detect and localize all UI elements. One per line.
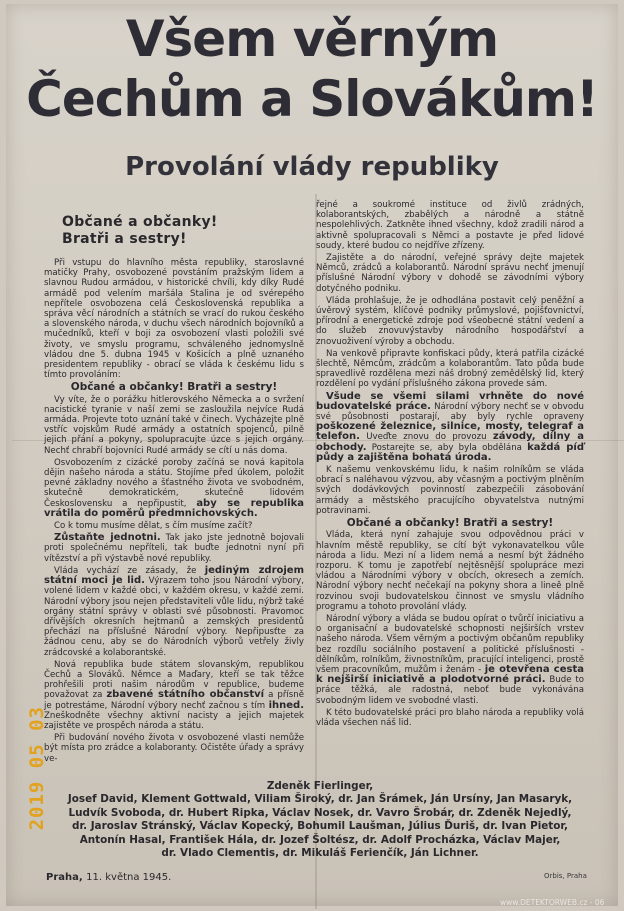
paragraph-text: Bude to práce těžká, ale radostná, neboť bude vykonávána svobodným lidem ve svobodné vlasti. — [316, 675, 584, 706]
paragraph: Vy víte, že o porážku hitlerovského Německa a o svržení nacistické tyranie v naší zemi se zasloužila nejvíce Rudá armáda. Projevte toto uznání také v činech. Vycházejte plně vstříc vojskům Rudé armády a ostatních spojenců, pilně jejich přání a pokyny, spolupracujte úzce s jejich orgány. Nechť chrabří bojovníci Rudé armády se cítí u nás doma. — [44, 394, 304, 456]
signature-line: dr. Vlado Clementis, dr. Mikuláš Ferienčík, Ján Lichner. — [161, 847, 479, 860]
paragraph-text: Tak jako jste jednotně bojovali proti společnému nepříteli, tak buďte jednotni nyní při vítězství a při výstavbě nové republiky. — [44, 533, 304, 564]
paragraph-text: Postarejte se, aby byla obdělána — [371, 442, 522, 453]
paragraph: Vláda, která nyní zahajuje svou odpovědnou práci v hlavním městě republiky, se cítí být vykonavatelkou vůle národa a lidu. Mezi ní a lidem nemá a nesmí být žádného rozporu. K tomu je zapotřebí nejtěsnější spolupráce mezi vládou a Národními výbory v obcích, okresech a zemích. Národní výbory nechť nečekají na pokyny shora a lineě plně rozvinou svoji budovatelskou činnost ve smyslu vládního programu a tohoto provolání vlády. — [316, 530, 584, 612]
paragraph — [316, 614, 584, 706]
emphasis: Zůstaňte jednotni. — [54, 532, 161, 544]
camera-date-stamp: 2019 05 03 — [26, 706, 48, 831]
section-heading: Občané a občanky! Bratři a sestry! — [346, 517, 554, 530]
greeting — [62, 214, 304, 248]
signatures — [40, 780, 600, 860]
paragraph-text: Vláda vychází ze zásady, že — [54, 565, 197, 576]
signature-line: Ludvík Svoboda, dr. Hubert Ripka, Václav Nosek, dr. Vavro Šrobár, dr. Zdeněk Nejedlý, — [68, 806, 572, 819]
footer-place: Praha, — [46, 872, 83, 883]
paragraph — [44, 660, 304, 731]
watermark: www.DETEKTORWEB.cz - 06 — [500, 898, 605, 907]
headline-line-2: Čechům a Slovákům! — [26, 70, 598, 128]
emphasis: jediným zdrojem státní moci je lid. — [44, 564, 305, 587]
emphasis: je otevřena cesta k nejširší iniciativě a plodotvorné práci. — [316, 663, 584, 686]
paragraph: K našemu venkovskému lidu, k našim rolníkům se vláda obrací s naléhavou výzvou, aby včasným a poctivým plněním svých dodávkových povinností zabezpečili zásobování armády a městského pracujícího obyvatelstva nutnými potravinami. — [316, 465, 584, 516]
paragraph: Zajistěte a do národní, veřejné správy dejte majetek Němců, zrádců a kolaborantů. Národní správu nechť jmenují příslušné Národní výbory v dohodě se závodními výbory dotyčného podniku. — [316, 253, 584, 294]
emphasis: každá píď půdy a zajištěna bohatá úroda. — [316, 441, 585, 463]
paragraph-text: Výrazem toho jsou Národní výbory, volené lidem v každé obci, v každém okresu, v každé zemi. Národní výbory jsou nejen představiteli vůle lidu, nýbrž také orgány státní správy v oblasti své působnosti. Pravomoc dřívějších okresních hejtmanů a zemských presidentů přechází na příslušné Národní výbory. Nepřipusťte za žádnou cenu, aby se do Národních výborů vetřely živly zrádcovské a kolaborantské. — [44, 576, 304, 658]
paragraph — [44, 458, 304, 519]
signature-line: Josef David, Klement Gottwald, Viliam Široký, dr. Jan Šrámek, Ján Ursíny, Jan Masaryk, — [67, 793, 573, 806]
emphasis: závody, dílny a obchody. — [316, 431, 585, 453]
subtitle: Provolání vlády republiky — [125, 152, 499, 182]
right-column — [316, 200, 584, 730]
footer-date: 11. května 1945. — [86, 872, 172, 883]
paragraph-text: Osvobozením z cizácké poroby začíná se nová kapitola dějin našeho národa a státu. Stojíme před úkolem, položit pevné základny nového a šťastného života ve svobodném, skutečně demokratickém, skutečně lidovém Československu a nepřipustit, — [44, 457, 304, 509]
paragraph — [316, 392, 584, 463]
emphasis: zbavené státního občanství — [106, 689, 265, 701]
greeting-line-2: Bratři a sestry! — [62, 231, 187, 247]
emphasis: Všude se všemi silami vrhněte do nové budovatelské práce. — [316, 390, 584, 412]
paragraph: Co k tomu musíme dělat, s čím musíme začít? — [54, 521, 253, 532]
paragraph: Vláda prohlašuje, že je odhodlána postavit celý peněžní a úvěrový systém, klíčové podniky průmyslové, pojišťovnictví, přírodní a energetické zdroje pod všeobecné státní vedení a do služeb znovuvýstavby národního hospodářství a znovuoživení výroby a obchodu. — [316, 295, 584, 347]
left-column — [44, 210, 304, 766]
headline-line-1: Všem věrným — [125, 10, 499, 68]
emphasis: aby se republika vrátila do poměrů předmnichovských. — [44, 497, 304, 519]
paragraph — [44, 533, 304, 564]
signature-line: Antonín Hasal, František Hála, dr. Jozef Šoltész, dr. Adolf Procházka, Václav Majer, — [79, 833, 561, 846]
paragraph-text: Uveďte znovu do provozu — [366, 432, 487, 443]
greeting-line-1: Občané a občanky! — [62, 214, 218, 230]
emphasis: ihned. — [268, 699, 304, 711]
paragraph-text: a přísně je potrestáme, Národní výbory nechť začnou s tím — [44, 690, 304, 711]
paragraph: Při budování nového života v osvobozené vlasti nemůže být místa pro zrádce a kolaboranty. Očistěte úřady a správy ve- — [44, 733, 304, 764]
paragraph-text: Zneškodněte všechny aktivní nacisty a jejich majetek zajistěte ve prospěch národa a státu. — [44, 710, 304, 731]
paragraph: řejné a soukromé instituce od živlů zrádných, kolaborantských, zbabělých a národně a státně nespolehlivých. Zatkněte ihned všechny, kdož zradili národ a aktivně spolupracovali s Němci a postavte je před lidové soudy, které budou co nejdříve zřízeny. — [316, 200, 584, 251]
paragraph-text: Národní výbory a vláda se budou opírat o tvůrčí iniciativu a o organisační a budovatelské schopnosti nejširších vrstev našeho národa. Všem věrným a poctivým občanům republiky bez rozdílu sociálního postavení a politické příslušnosti - dělníkům, rolníkům, živnostníkům, pracující inteligenci, prostě všem pracovníkům, mužům i ženám - — [316, 613, 584, 675]
paragraph-text: Národní výbory nechť se v obvodu své působnosti postarají, aby byly rychle opraveny — [316, 401, 585, 423]
signature-line: dr. Jaroslav Stránský, Václav Kopecký, Bohumil Laušman, Július Ďuriš, dr. Ivan Pietor, — [72, 820, 568, 833]
paragraph-text: Nová republika bude státem slovanským, republikou Čechů a Slováků. Němce a Maďary, kteří se tak těžce prohřešili proti našim národům v republice, budeme považovat za — [44, 659, 304, 701]
paragraph: Na venkově připravte konfiskaci půdy, která patřila cizácké šlechtě, Němcům, zrádcům a kolaborantům. Tato půda bude spravedlivě rozdělena mezi náš drobný zemědělský lid, který rozdělení po vydání příslušného zákona provede sám. — [316, 348, 584, 390]
paragraph: Při vstupu do hlavního města republiky, staroslavné matičky Prahy, osvobozené povstáním pražským lidem a slavnou Rudou armádou, v historické chvíli, kdy díky Rudé armádě pod velením maršála Stalina je od svérepého nepřítele osvobozena celá Československá republika a správa věcí národních a státních se vrací do rukou českého a slovenského národa, v duchu všech národních bojovníků a mučedníků, kteří v boji za osvobození vlasti položili své životy, ve smyslu programu, schváleného jednomyslně vládou dne 5. dubna 1945 v Košicích a plně uznaného presidentem republiky - obrací se vláda k českému lidu s tímto provoláním: — [44, 258, 304, 381]
paragraph: K této budovatelské práci pro blaho národa a republiky volá vláda všechen náš lid. — [316, 707, 584, 728]
printer-mark: Orbis, Praha — [544, 872, 587, 880]
paragraph — [44, 566, 304, 658]
emphasis: poškozené železnice, silnice, mosty, telegraf a telefon. — [316, 421, 584, 443]
footer-place-date — [46, 872, 171, 883]
signature-line: Zdeněk Fierlinger, — [266, 780, 374, 792]
section-heading: Občané a občanky! Bratři a sestry! — [70, 381, 278, 394]
